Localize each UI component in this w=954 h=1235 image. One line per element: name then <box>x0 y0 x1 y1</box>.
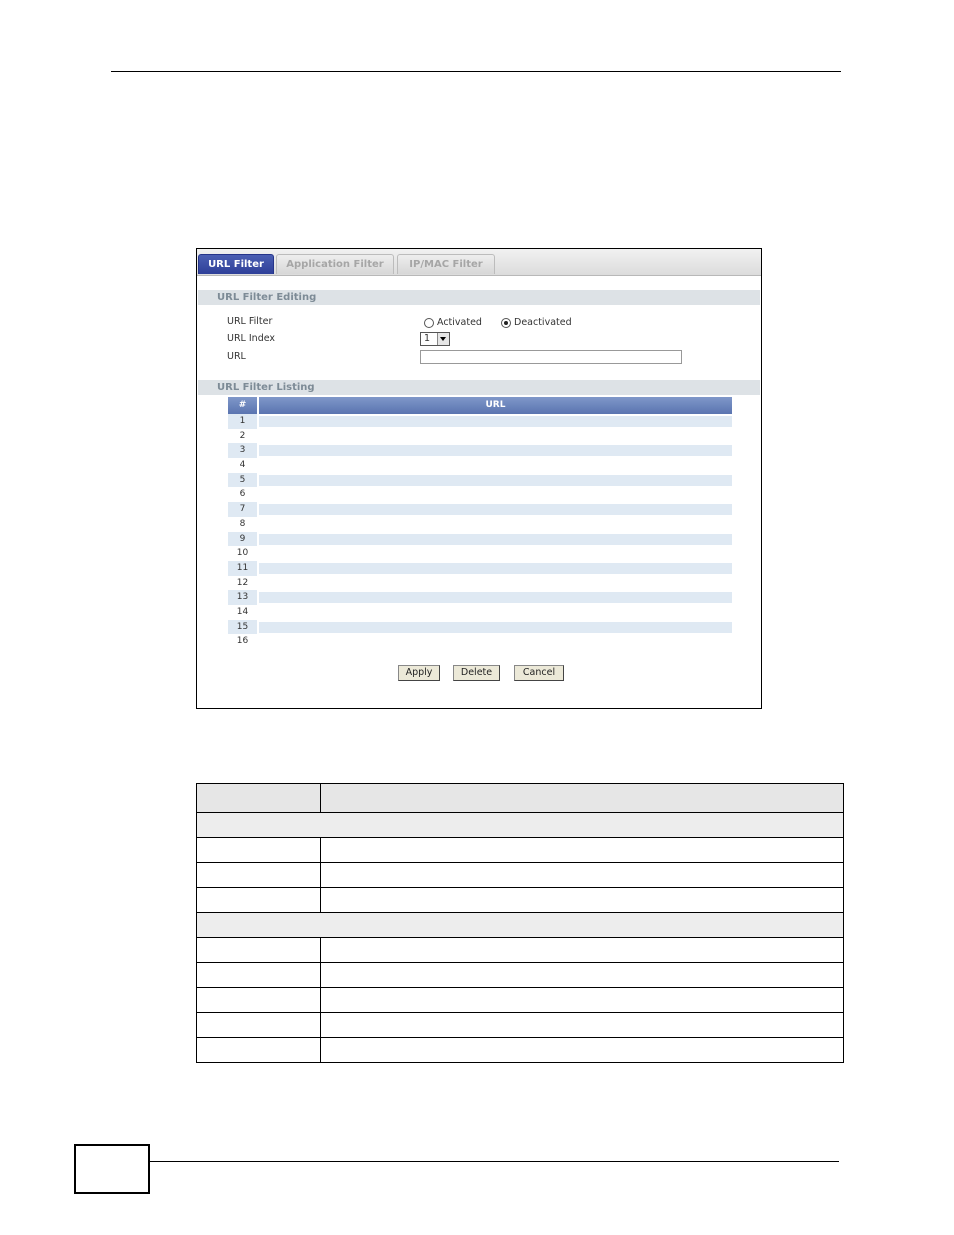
table-row <box>228 620 732 635</box>
page-number-box <box>74 1144 150 1194</box>
row-number: 5 <box>228 473 257 488</box>
description-table <box>196 783 844 1063</box>
row-number: 9 <box>228 532 257 547</box>
url-filter-list <box>228 397 732 649</box>
table-cell <box>197 838 321 863</box>
row-url <box>259 548 732 559</box>
table-row <box>228 414 732 429</box>
row-url <box>259 489 732 500</box>
table-row <box>197 863 844 888</box>
row-number: 8 <box>239 518 246 529</box>
chevron-down-icon <box>437 333 449 345</box>
row-number: 2 <box>239 430 246 441</box>
row-url <box>259 416 732 427</box>
row-number: 12 <box>236 577 249 588</box>
table-row <box>228 487 732 502</box>
tab-application-filter[interactable]: Application Filter <box>276 254 394 274</box>
url-index-label: URL Index <box>227 333 276 344</box>
column-url: URL <box>259 397 732 414</box>
row-url <box>259 445 732 456</box>
tab-bar <box>197 249 761 276</box>
table-row <box>228 561 732 576</box>
column-number: # <box>228 397 257 414</box>
table-row <box>228 429 732 444</box>
table-row <box>228 502 732 517</box>
table-row <box>197 988 844 1013</box>
row-number: 13 <box>228 590 257 605</box>
row-url <box>259 504 732 515</box>
row-url <box>259 607 732 618</box>
url-filter-label: URL Filter <box>227 316 273 327</box>
delete-button[interactable]: Delete <box>453 665 500 681</box>
activated-label: Activated <box>437 317 482 328</box>
table-row <box>228 473 732 488</box>
row-url <box>259 563 732 574</box>
table-row <box>228 576 732 591</box>
table-row <box>197 938 844 963</box>
table-row <box>197 963 844 988</box>
row-url <box>259 519 732 530</box>
deactivated-label: Deactivated <box>514 317 572 328</box>
list-header <box>228 397 732 414</box>
footer-rule <box>150 1161 839 1162</box>
table-row <box>228 532 732 547</box>
table-cell <box>321 938 844 963</box>
table-cell <box>197 938 321 963</box>
row-number: 11 <box>228 561 257 576</box>
table-header-cell <box>321 784 844 813</box>
url-input[interactable] <box>420 350 682 364</box>
tab-ip-mac-filter[interactable]: IP/MAC Filter <box>397 254 495 274</box>
row-number: 16 <box>236 636 249 647</box>
table-row <box>228 546 732 561</box>
row-url <box>259 534 732 545</box>
url-label: URL <box>227 351 246 362</box>
row-number: 15 <box>228 620 257 635</box>
section-url-filter-listing: URL Filter Listing <box>198 380 760 395</box>
table-row <box>228 517 732 532</box>
table-cell <box>197 863 321 888</box>
table-row <box>197 888 844 913</box>
table-group-row <box>197 813 844 838</box>
row-number: 3 <box>228 443 257 458</box>
row-url <box>259 636 732 647</box>
row-url <box>259 475 732 486</box>
table-header-row <box>197 784 844 813</box>
table-cell <box>197 888 321 913</box>
table-cell <box>321 963 844 988</box>
row-url <box>259 592 732 603</box>
url-index-value: 1 <box>424 333 431 344</box>
table-row <box>228 634 732 649</box>
table-cell <box>321 838 844 863</box>
table-cell <box>197 913 844 938</box>
table-cell <box>321 888 844 913</box>
row-url <box>259 460 732 471</box>
row-number: 6 <box>239 489 246 500</box>
row-url <box>259 431 732 442</box>
table-row <box>228 605 732 620</box>
row-url <box>259 578 732 589</box>
table-cell <box>197 988 321 1013</box>
tab-url-filter[interactable]: URL Filter <box>198 254 274 274</box>
table-cell <box>197 1013 321 1038</box>
table-cell <box>197 1038 321 1063</box>
row-url <box>259 622 732 633</box>
url-filter-screenshot <box>196 248 762 709</box>
row-number: 7 <box>228 502 257 517</box>
table-cell <box>321 988 844 1013</box>
activated-radio[interactable] <box>424 318 434 328</box>
table-row <box>197 1038 844 1063</box>
table-cell <box>321 1013 844 1038</box>
table-group-row <box>197 913 844 938</box>
table-row <box>197 1013 844 1038</box>
table-cell <box>197 813 844 838</box>
row-number: 1 <box>228 414 257 429</box>
url-index-select[interactable] <box>420 332 450 346</box>
section-url-filter-editing: URL Filter Editing <box>198 290 760 305</box>
table-row <box>228 590 732 605</box>
row-number: 4 <box>239 460 246 471</box>
table-cell <box>321 863 844 888</box>
row-number: 10 <box>236 548 249 559</box>
table-header-cell <box>197 784 321 813</box>
table-row <box>228 443 732 458</box>
apply-button[interactable]: Apply <box>398 665 440 681</box>
table-cell <box>197 963 321 988</box>
row-number: 14 <box>236 606 249 617</box>
table-row <box>228 458 732 473</box>
table-cell <box>321 1038 844 1063</box>
table-row <box>197 838 844 863</box>
header-rule <box>111 71 841 72</box>
cancel-button[interactable]: Cancel <box>514 665 564 681</box>
deactivated-radio[interactable] <box>501 318 511 328</box>
